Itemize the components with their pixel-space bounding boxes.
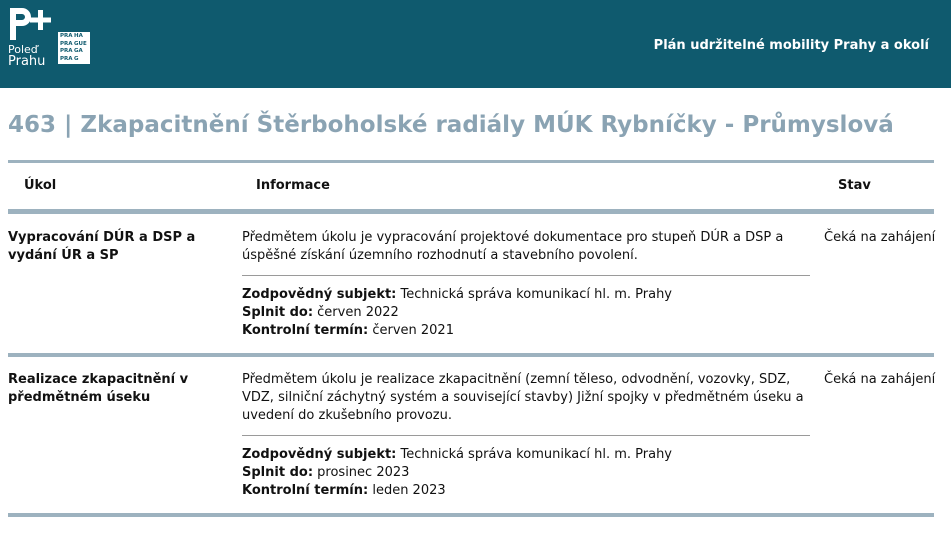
due-label: Splnit do: — [242, 465, 314, 480]
control-label: Kontrolní termín: — [242, 323, 369, 338]
task-meta — [242, 286, 810, 340]
table-top-rule — [8, 160, 934, 163]
due-value: červen 2022 — [317, 305, 399, 320]
praha-mark-cell: PRA — [60, 33, 73, 39]
table-row-task: Realizace zkapacitnění v předmětném úseku — [8, 372, 189, 405]
p-plus-logo-icon — [8, 6, 52, 42]
column-header-status: Stav — [838, 178, 871, 193]
praha-mark-cell: PRA — [60, 40, 73, 47]
responsible-label: Zodpovědný subjekt: — [242, 287, 397, 302]
control-value: leden 2023 — [372, 483, 446, 498]
table-row-info — [242, 371, 810, 500]
praha-mark-cell: PRA — [60, 48, 73, 54]
praha-mark-cell: G — [74, 55, 79, 62]
task-description: Předmětem úkolu je realizace zkapacitnění (zemní těleso, odvodnění, vozovky, SDZ, VDZ, silniční záchytný systém a související stavby) Jižní spojky v předmětném úseku a uvedení do zkušebního provozu. — [242, 372, 804, 423]
row-divider — [8, 353, 934, 357]
task-description: Předmětem úkolu je vypracování projektové dokumentace pro stupeň DÚR a DSP a úspěšné získání územního rozhodnutí a stavebního povolení. — [242, 230, 784, 263]
praha-mark-cell: HA — [74, 33, 83, 39]
logo-wordmark — [8, 44, 45, 68]
praha-mark-cell: PRA — [60, 55, 73, 62]
page-title: 463 | Zkapacitnění Štěrboholské radiály MÚK Rybníčky - Průmyslová — [8, 112, 894, 138]
responsible-value: Technická správa komunikací hl. m. Prahy — [400, 447, 673, 462]
praha-mark-cell: GUE — [74, 40, 87, 47]
due-value: prosinec 2023 — [317, 465, 410, 480]
logo-line-1: Poleď — [8, 43, 38, 56]
column-header-task: Úkol — [24, 178, 57, 193]
table-bottom-rule — [8, 513, 934, 517]
logo-line-2: Prahu — [8, 54, 46, 69]
status-badge: Čeká na zahájení — [824, 372, 936, 387]
praha-mark-cell: GA — [74, 48, 83, 54]
column-header-info: Informace — [256, 178, 330, 193]
table-row-info — [242, 229, 810, 340]
task-meta — [242, 446, 810, 500]
control-label: Kontrolní termín: — [242, 483, 369, 498]
table-header-rule — [8, 209, 934, 214]
info-divider — [242, 275, 810, 276]
praha-logo — [58, 32, 90, 64]
table-row-task: Vypracování DÚR a DSP a vydání ÚR a SP — [8, 230, 196, 263]
status-badge: Čeká na zahájení — [824, 230, 936, 245]
responsible-label: Zodpovědný subjekt: — [242, 447, 397, 462]
info-divider — [242, 435, 810, 436]
header-title: Plán udržitelné mobility Prahy a okolí — [653, 38, 929, 53]
due-label: Splnit do: — [242, 305, 314, 320]
responsible-value: Technická správa komunikací hl. m. Prahy — [400, 287, 673, 302]
control-value: červen 2021 — [372, 323, 454, 338]
site-header — [0, 0, 951, 88]
